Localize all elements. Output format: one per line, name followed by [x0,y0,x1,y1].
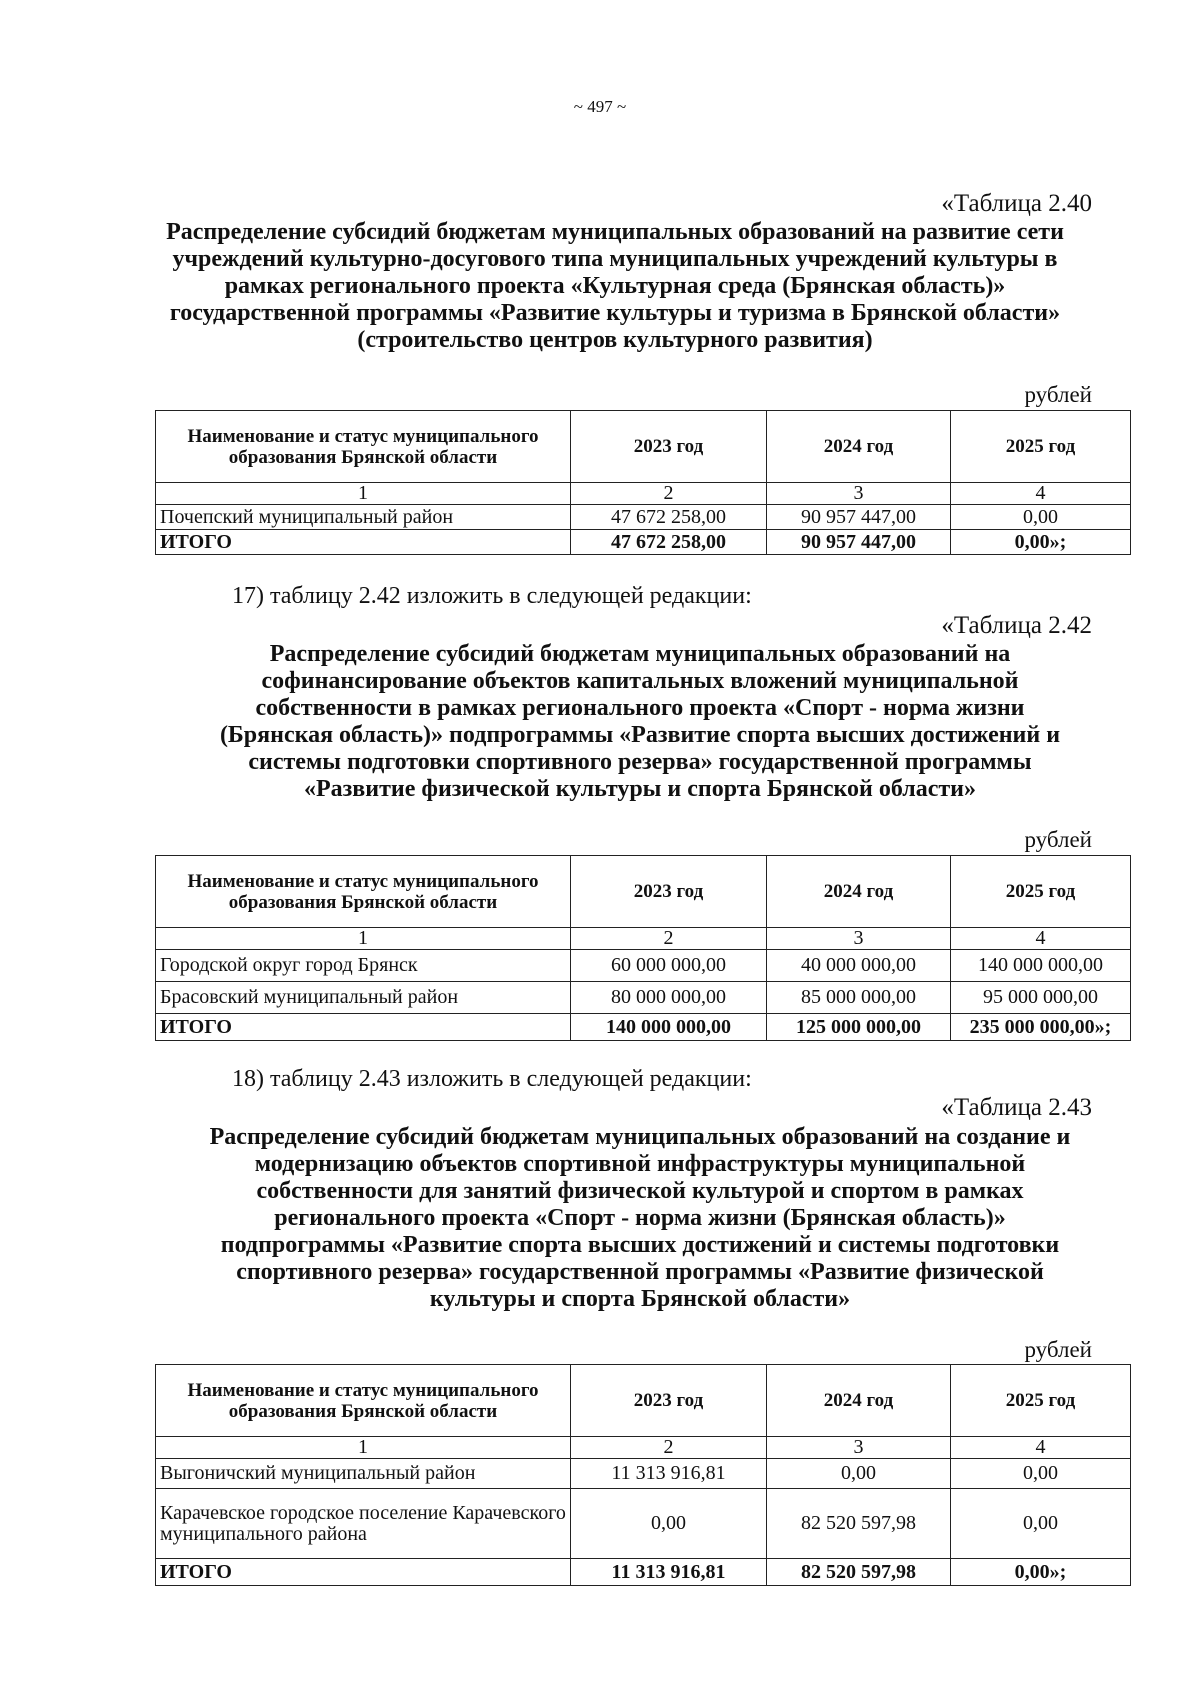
table-2-40-title: Распределение субсидий бюджетам муниципальных образований на развитие сети учреждений культурно-досугового типа муниципальных учреждений культуры в рамках регионального проекта «Культурная среда (Брянская область)» государственной программы «Развитие культуры и туризма в Брянской области» (строительство центров культурного развития) [166,219,1064,353]
value-2023: 60 000 000,00 [571,950,767,982]
total-2023: 11 313 916,81 [571,1559,767,1586]
table-row [156,505,1131,530]
header-2023: 2023 год [571,411,767,483]
value-2023: 11 313 916,81 [571,1459,767,1489]
municipality-name: Почепский муниципальный район [156,505,571,530]
table-row [156,1489,1131,1559]
index-cell: 2 [571,928,767,950]
table-2-42 [155,855,1131,1041]
unit-label: рублей [1024,1337,1092,1362]
value-2024: 0,00 [767,1459,951,1489]
index-cell: 4 [951,1437,1131,1459]
municipality-name: Выгоничский муниципальный район [156,1459,571,1489]
instruction-17: 17) таблицу 2.42 изложить в следующей редакции: [232,583,752,609]
table-row [156,1459,1131,1489]
header-name: Наименование и статус муниципального образования Брянской области [156,411,571,483]
value-2025: 0,00 [951,1459,1131,1489]
total-row [156,1014,1131,1041]
municipality-name: Городской округ город Брянск [156,950,571,982]
value-2025: 95 000 000,00 [951,982,1131,1014]
page-number: ~ 497 ~ [573,97,627,116]
index-cell: 4 [951,928,1131,950]
total-2025: 0,00»; [951,1559,1131,1586]
total-row [156,530,1131,555]
total-label: ИТОГО [156,1014,571,1041]
index-cell: 1 [156,483,571,505]
value-2024: 90 957 447,00 [767,505,951,530]
header-name: Наименование и статус муниципального образования Брянской области [156,1365,571,1437]
header-2025: 2025 год [951,411,1131,483]
value-2023: 47 672 258,00 [571,505,767,530]
table-2-40-label: «Таблица 2.40 [941,190,1092,217]
table-row [156,950,1131,982]
total-2025: 235 000 000,00»; [951,1014,1131,1041]
total-2024: 125 000 000,00 [767,1014,951,1041]
municipality-name: Карачевское городское поселение Карачевского муниципального района [156,1489,571,1559]
table-row [156,982,1131,1014]
table-2-43-title: Распределение субсидий бюджетам муниципальных образований на создание и модернизацию объектов спортивной инфраструктуры муниципальной собственности для занятий физической культурой и спортом в рамках регионального проекта «Спорт - норма жизни (Брянская область)» подпрограммы «Развитие спорта высших достижений и системы подготовки спортивного резерва» государственной программы «Развитие физической культуры и спорта Брянской области» [209,1124,1071,1312]
municipality-name: Брасовский муниципальный район [156,982,571,1014]
value-2024: 40 000 000,00 [767,950,951,982]
total-label: ИТОГО [156,530,571,555]
value-2023: 0,00 [571,1489,767,1559]
header-2025: 2025 год [951,856,1131,928]
value-2024: 85 000 000,00 [767,982,951,1014]
header-2023: 2023 год [571,1365,767,1437]
total-2025: 0,00»; [951,530,1131,555]
index-cell: 3 [767,928,951,950]
value-2025: 140 000 000,00 [951,950,1131,982]
header-name: Наименование и статус муниципального образования Брянской области [156,856,571,928]
value-2023: 80 000 000,00 [571,982,767,1014]
total-2023: 47 672 258,00 [571,530,767,555]
header-2025: 2025 год [951,1365,1131,1437]
header-2024: 2024 год [767,1365,951,1437]
header-2024: 2024 год [767,856,951,928]
total-label: ИТОГО [156,1559,571,1586]
index-cell: 1 [156,928,571,950]
table-2-42-title: Распределение субсидий бюджетам муниципальных образований на софинансирование объектов капитальных вложений муниципальной собственности в рамках регионального проекта «Спорт - норма жизни (Брянская область)» подпрограммы «Развитие спорта высших достижений и системы подготовки спортивного резерва» государственной программы «Развитие физической культуры и спорта Брянской области» [219,641,1061,802]
table-2-43 [155,1364,1131,1586]
total-2024: 82 520 597,98 [767,1559,951,1586]
instruction-18: 18) таблицу 2.43 изложить в следующей редакции: [232,1066,752,1092]
value-2025: 0,00 [951,505,1131,530]
index-cell: 1 [156,1437,571,1459]
index-cell: 3 [767,1437,951,1459]
table-2-40 [155,410,1131,555]
total-2023: 140 000 000,00 [571,1014,767,1041]
value-2025: 0,00 [951,1489,1131,1559]
total-row [156,1559,1131,1586]
index-cell: 2 [571,483,767,505]
index-cell: 2 [571,1437,767,1459]
total-2024: 90 957 447,00 [767,530,951,555]
table-2-43-label: «Таблица 2.43 [941,1094,1092,1121]
index-cell: 3 [767,483,951,505]
unit-label: рублей [1024,827,1092,852]
unit-label: рублей [1024,382,1092,407]
value-2024: 82 520 597,98 [767,1489,951,1559]
table-2-42-label: «Таблица 2.42 [941,612,1092,639]
index-cell: 4 [951,483,1131,505]
header-2023: 2023 год [571,856,767,928]
header-2024: 2024 год [767,411,951,483]
